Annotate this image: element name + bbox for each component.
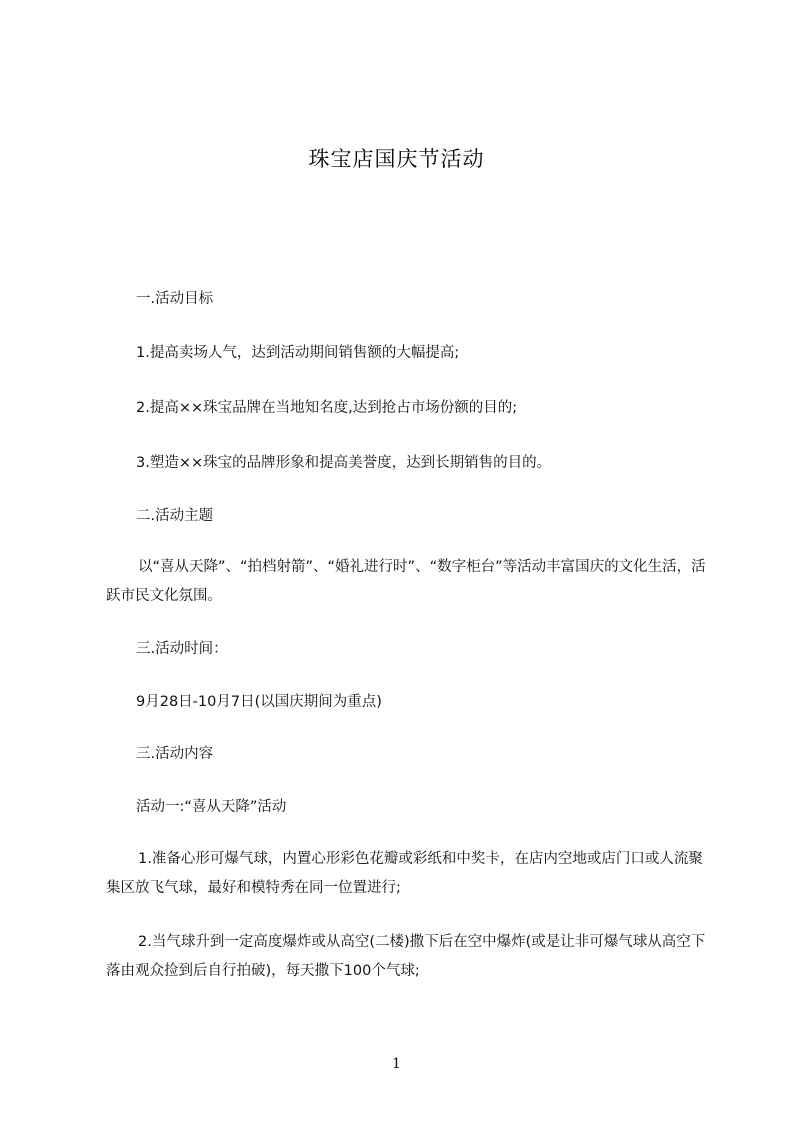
activity-1-item-1: 1.准备心形可爆气球，内置心形彩色花瓣或彩纸和中奖卡，在店内空地或店门口或人流聚集区放飞气球，最好和模特秀在同一位置进行; bbox=[106, 851, 703, 896]
activity-1-heading: 活动一:“喜从天降”活动 bbox=[136, 799, 287, 815]
goal-item-3: 3.塑造××珠宝的品牌形象和提高美誉度，达到长期销售的目的。 bbox=[136, 455, 552, 471]
theme-heading: 二.活动主题 bbox=[136, 508, 214, 524]
page-number: 1 bbox=[392, 1056, 401, 1072]
time-heading: 三.活动时间： bbox=[136, 641, 228, 657]
theme-paragraph: 以“喜从天降”、“拍档射箭”、“婚礼进行时”、“数字柜台”等活动丰富国庆的文化生活，活跃市民文化氛围。 bbox=[106, 559, 706, 604]
goal-heading: 一.活动目标 bbox=[136, 291, 214, 307]
document-title: 珠宝店国庆节活动 bbox=[308, 147, 485, 171]
goal-item-2: 2.提高××珠宝品牌在当地知名度,达到抢占市场份额的目的; bbox=[136, 400, 518, 416]
time-text: 9月28日-10月7日(以国庆期间为重点) bbox=[136, 694, 382, 710]
content-heading: 三.活动内容 bbox=[136, 746, 214, 762]
activity-1-item-2: 2.当气球升到一定高度爆炸或从高空(二楼)撒下后在空中爆炸(或是让非可爆气球从高空下落由观众捡到后自行拍破)，每天撒下100个气球; bbox=[106, 934, 706, 979]
goal-item-1: 1.提高卖场人气，达到活动期间销售额的大幅提高; bbox=[136, 345, 460, 361]
